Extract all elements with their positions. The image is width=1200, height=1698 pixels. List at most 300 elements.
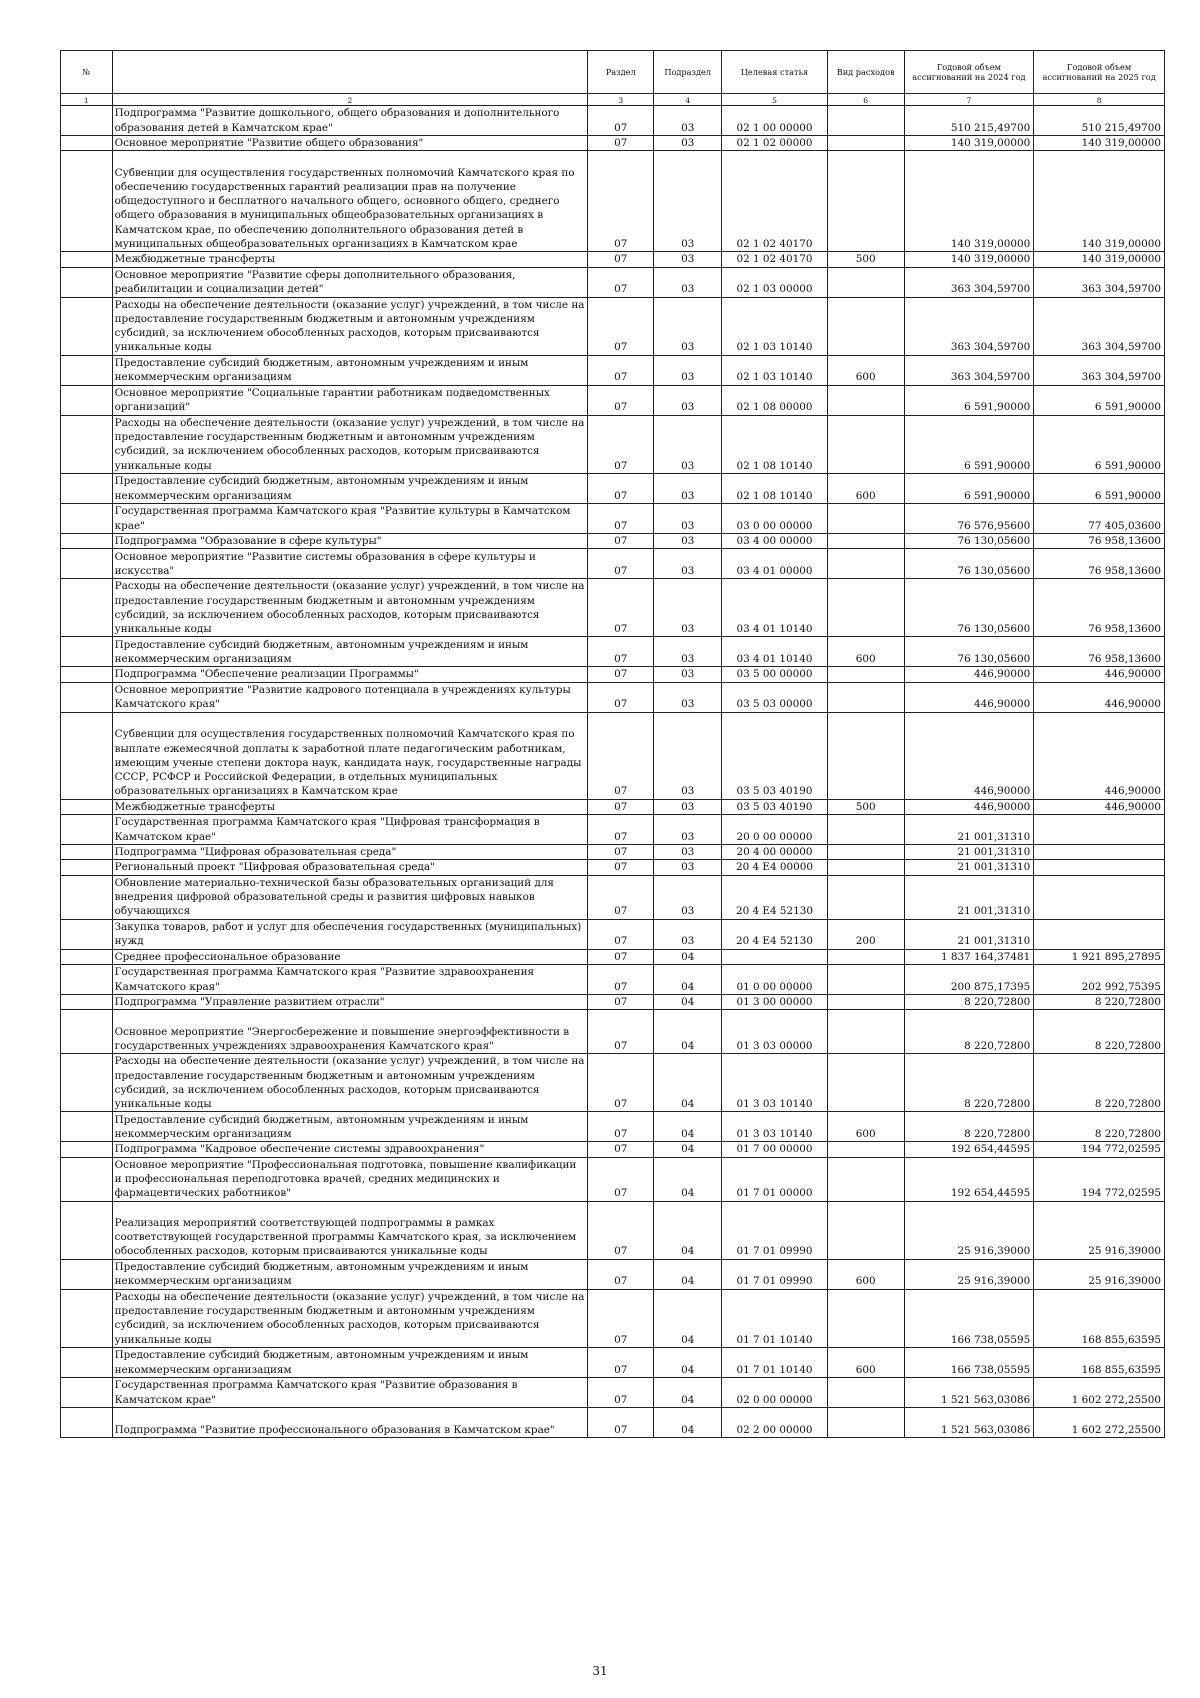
row-name-cell: Предоставление субсидий бюджетным, автономным учреждениям и иным некоммерческим организациям <box>112 1259 588 1289</box>
row-number-cell <box>61 1289 113 1347</box>
amount-2025-cell: 140 319,00000 <box>1034 252 1165 267</box>
row-number-cell <box>61 136 113 151</box>
table-row <box>61 355 1165 385</box>
vid-cell: 500 <box>827 799 904 814</box>
target-cell: 03 4 00 00000 <box>722 533 827 548</box>
amount-2025-cell: 6 591,90000 <box>1034 385 1165 415</box>
vid-cell <box>827 136 904 151</box>
row-name-cell: Подпрограмма "Обеспечение реализации Программы" <box>112 667 588 682</box>
amount-2025-cell: 194 772,02595 <box>1034 1142 1165 1157</box>
target-cell: 01 7 00 00000 <box>722 1142 827 1157</box>
row-number-cell <box>61 1201 113 1259</box>
header-razdel: Раздел <box>588 51 654 94</box>
amount-2024-cell: 6 591,90000 <box>904 385 1034 415</box>
target-cell: 01 7 01 10140 <box>722 1347 827 1377</box>
podrazdel-cell: 03 <box>654 415 722 473</box>
table-row <box>61 1054 1165 1112</box>
podrazdel-cell: 03 <box>654 815 722 845</box>
column-number: 3 <box>588 94 654 106</box>
row-name-cell: Межбюджетные трансферты <box>112 252 588 267</box>
podrazdel-cell: 03 <box>654 549 722 579</box>
vid-cell <box>827 106 904 136</box>
amount-2025-cell <box>1034 845 1165 860</box>
table-row <box>61 815 1165 845</box>
row-number-cell <box>61 964 113 994</box>
row-name-cell: Субвенции для осуществления государственных полномочий Камчатского края по обеспечению государственных гарантий реализации прав на получение общедоступного и бесплатного начального общего, основного общего, среднего общего образования в муниципальных общеобразовательных организациях в Камчатском крае, по обеспечению дополнительного образования детей в муниципальных общеобразовательных организациях в Камчатском крае <box>112 151 588 252</box>
vid-cell <box>827 875 904 919</box>
row-name-cell: Среднее профессиональное образование <box>112 949 588 964</box>
table-row <box>61 1259 1165 1289</box>
amount-2024-cell: 21 001,31310 <box>904 919 1034 949</box>
row-number-cell <box>61 1407 113 1437</box>
razdel-cell: 07 <box>588 503 654 533</box>
row-number-cell <box>61 799 113 814</box>
amount-2024-cell: 1 837 164,37481 <box>904 949 1034 964</box>
amount-2024-cell: 446,90000 <box>904 712 1034 799</box>
target-cell: 02 1 00 00000 <box>722 106 827 136</box>
table-row <box>61 682 1165 712</box>
razdel-cell: 07 <box>588 1201 654 1259</box>
row-name-cell: Основное мероприятие "Развитие общего образования" <box>112 136 588 151</box>
amount-2024-cell: 166 738,05595 <box>904 1347 1034 1377</box>
razdel-cell: 07 <box>588 1142 654 1157</box>
row-number-cell <box>61 860 113 875</box>
amount-2025-cell: 510 215,49700 <box>1034 106 1165 136</box>
table-row <box>61 1157 1165 1201</box>
target-cell: 03 5 03 40190 <box>722 799 827 814</box>
amount-2025-cell: 140 319,00000 <box>1034 151 1165 252</box>
vid-cell <box>827 845 904 860</box>
razdel-cell: 07 <box>588 799 654 814</box>
razdel-cell: 07 <box>588 637 654 667</box>
amount-2025-cell: 168 855,63595 <box>1034 1289 1165 1347</box>
podrazdel-cell: 03 <box>654 682 722 712</box>
table-row <box>61 106 1165 136</box>
table-row <box>61 949 1165 964</box>
vid-cell <box>827 1407 904 1437</box>
razdel-cell: 07 <box>588 252 654 267</box>
amount-2024-cell: 510 215,49700 <box>904 106 1034 136</box>
column-number: 4 <box>654 94 722 106</box>
table-row <box>61 252 1165 267</box>
row-number-cell <box>61 682 113 712</box>
target-cell: 03 0 00 00000 <box>722 503 827 533</box>
razdel-cell: 07 <box>588 106 654 136</box>
razdel-cell: 07 <box>588 1112 654 1142</box>
row-number-cell <box>61 385 113 415</box>
amount-2024-cell: 363 304,59700 <box>904 355 1034 385</box>
amount-2024-cell: 1 521 563,03086 <box>904 1407 1034 1437</box>
row-number-cell <box>61 994 113 1009</box>
vid-cell <box>827 1377 904 1407</box>
vid-cell: 200 <box>827 919 904 949</box>
amount-2024-cell: 8 220,72800 <box>904 1010 1034 1054</box>
row-name-cell: Подпрограмма "Образование в сфере культуры" <box>112 533 588 548</box>
vid-cell <box>827 533 904 548</box>
row-number-cell <box>61 1054 113 1112</box>
podrazdel-cell: 03 <box>654 919 722 949</box>
amount-2025-cell: 1 921 895,27895 <box>1034 949 1165 964</box>
razdel-cell: 07 <box>588 579 654 637</box>
amount-2025-cell: 6 591,90000 <box>1034 473 1165 503</box>
vid-cell: 600 <box>827 637 904 667</box>
razdel-cell: 07 <box>588 875 654 919</box>
podrazdel-cell: 03 <box>654 106 722 136</box>
row-name-cell: Государственная программа Камчатского края "Цифровая трансформация в Камчатском крае" <box>112 815 588 845</box>
amount-2024-cell: 76 576,95600 <box>904 503 1034 533</box>
vid-cell <box>827 549 904 579</box>
table-row <box>61 415 1165 473</box>
row-name-cell: Подпрограмма "Цифровая образовательная среда" <box>112 845 588 860</box>
target-cell: 20 4 E4 00000 <box>722 860 827 875</box>
razdel-cell: 07 <box>588 473 654 503</box>
row-name-cell: Региональный проект "Цифровая образовательная среда" <box>112 860 588 875</box>
row-number-cell <box>61 252 113 267</box>
target-cell: 02 1 08 10140 <box>722 415 827 473</box>
vid-cell <box>827 579 904 637</box>
row-name-cell: Расходы на обеспечение деятельности (оказание услуг) учреждений, в том числе на предоставление государственным бюджетным и автономным учреждениям субсидий, за исключением обособленных расходов, которым присваиваются уникальные коды <box>112 297 588 355</box>
razdel-cell: 07 <box>588 712 654 799</box>
amount-2025-cell: 363 304,59700 <box>1034 267 1165 297</box>
table-row <box>61 1112 1165 1142</box>
amount-2025-cell: 446,90000 <box>1034 712 1165 799</box>
target-cell: 02 1 02 40170 <box>722 151 827 252</box>
table-row <box>61 549 1165 579</box>
razdel-cell: 07 <box>588 994 654 1009</box>
row-name-cell: Основное мероприятие "Социальные гарантии работникам подведомственных организаций" <box>112 385 588 415</box>
podrazdel-cell: 03 <box>654 667 722 682</box>
amount-2025-cell: 1 602 272,25500 <box>1034 1407 1165 1437</box>
amount-2024-cell: 8 220,72800 <box>904 1054 1034 1112</box>
table-row <box>61 1347 1165 1377</box>
header-num: № <box>61 51 113 94</box>
amount-2024-cell: 1 521 563,03086 <box>904 1377 1034 1407</box>
column-number: 2 <box>112 94 588 106</box>
podrazdel-cell: 04 <box>654 1347 722 1377</box>
header-2024: Годовой объем ассигнований на 2024 год <box>904 51 1034 94</box>
target-cell: 01 3 03 10140 <box>722 1054 827 1112</box>
vid-cell <box>827 860 904 875</box>
row-name-cell: Основное мероприятие "Развитие кадрового потенциала в учреждениях культуры Камчатского края" <box>112 682 588 712</box>
amount-2024-cell: 25 916,39000 <box>904 1201 1034 1259</box>
podrazdel-cell: 04 <box>654 1407 722 1437</box>
podrazdel-cell: 03 <box>654 875 722 919</box>
table-row <box>61 860 1165 875</box>
vid-cell: 600 <box>827 1112 904 1142</box>
row-number-cell <box>61 355 113 385</box>
target-cell: 03 4 01 10140 <box>722 579 827 637</box>
column-number: 7 <box>904 94 1034 106</box>
vid-cell <box>827 949 904 964</box>
target-cell: 01 7 01 00000 <box>722 1157 827 1201</box>
row-number-cell <box>61 1112 113 1142</box>
row-name-cell: Основное мероприятие "Профессиональная подготовка, повышение квалификации и профессиональная переподготовка врачей, средних медицинских и фармацевтических работников" <box>112 1157 588 1201</box>
row-number-cell <box>61 1142 113 1157</box>
amount-2025-cell: 202 992,75395 <box>1034 964 1165 994</box>
table-row <box>61 503 1165 533</box>
podrazdel-cell: 03 <box>654 503 722 533</box>
target-cell: 02 2 00 00000 <box>722 1407 827 1437</box>
razdel-cell: 07 <box>588 1407 654 1437</box>
amount-2025-cell: 8 220,72800 <box>1034 1010 1165 1054</box>
razdel-cell: 07 <box>588 1259 654 1289</box>
target-cell: 01 3 00 00000 <box>722 994 827 1009</box>
vid-cell <box>827 994 904 1009</box>
amount-2024-cell: 446,90000 <box>904 682 1034 712</box>
vid-cell <box>827 1054 904 1112</box>
target-cell: 02 1 08 00000 <box>722 385 827 415</box>
amount-2025-cell <box>1034 919 1165 949</box>
razdel-cell: 07 <box>588 1347 654 1377</box>
vid-cell: 600 <box>827 1347 904 1377</box>
table-row <box>61 712 1165 799</box>
row-name-cell: Государственная программа Камчатского края "Развитие здравоохранения Камчатского края" <box>112 964 588 994</box>
row-name-cell: Предоставление субсидий бюджетным, автономным учреждениям и иным некоммерческим организациям <box>112 355 588 385</box>
podrazdel-cell: 03 <box>654 151 722 252</box>
table-row <box>61 994 1165 1009</box>
vid-cell <box>827 964 904 994</box>
razdel-cell: 07 <box>588 1054 654 1112</box>
podrazdel-cell: 03 <box>654 136 722 151</box>
amount-2024-cell: 140 319,00000 <box>904 151 1034 252</box>
vid-cell: 600 <box>827 473 904 503</box>
razdel-cell: 07 <box>588 667 654 682</box>
row-number-cell <box>61 473 113 503</box>
vid-cell <box>827 1157 904 1201</box>
row-name-cell: Расходы на обеспечение деятельности (оказание услуг) учреждений, в том числе на предоставление государственным бюджетным и автономным учреждениям субсидий, за исключением обособленных расходов, которым присваиваются уникальные коды <box>112 1054 588 1112</box>
row-name-cell: Государственная программа Камчатского края "Развитие образования в Камчатском крае" <box>112 1377 588 1407</box>
amount-2024-cell: 192 654,44595 <box>904 1142 1034 1157</box>
page-number: 31 <box>592 1664 608 1678</box>
target-cell: 20 4 E4 52130 <box>722 875 827 919</box>
razdel-cell: 07 <box>588 1157 654 1201</box>
amount-2025-cell: 8 220,72800 <box>1034 994 1165 1009</box>
amount-2025-cell: 168 855,63595 <box>1034 1347 1165 1377</box>
budget-sheet <box>60 50 1165 1438</box>
target-cell: 03 5 03 40190 <box>722 712 827 799</box>
amount-2024-cell: 21 001,31310 <box>904 860 1034 875</box>
podrazdel-cell: 04 <box>654 1289 722 1347</box>
amount-2025-cell: 8 220,72800 <box>1034 1112 1165 1142</box>
target-cell <box>722 949 827 964</box>
row-name-cell: Предоставление субсидий бюджетным, автономным учреждениям и иным некоммерческим организациям <box>112 473 588 503</box>
razdel-cell: 07 <box>588 385 654 415</box>
podrazdel-cell: 03 <box>654 252 722 267</box>
row-number-cell <box>61 533 113 548</box>
amount-2025-cell: 363 304,59700 <box>1034 297 1165 355</box>
target-cell: 01 7 01 09990 <box>722 1201 827 1259</box>
target-cell: 03 4 01 10140 <box>722 637 827 667</box>
row-number-cell <box>61 845 113 860</box>
amount-2024-cell: 6 591,90000 <box>904 473 1034 503</box>
amount-2024-cell: 363 304,59700 <box>904 267 1034 297</box>
target-cell: 20 4 00 00000 <box>722 845 827 860</box>
target-cell: 02 1 03 10140 <box>722 355 827 385</box>
podrazdel-cell: 04 <box>654 1201 722 1259</box>
row-name-cell: Межбюджетные трансферты <box>112 799 588 814</box>
razdel-cell: 07 <box>588 682 654 712</box>
column-number: 8 <box>1034 94 1165 106</box>
header-row <box>61 51 1165 94</box>
amount-2024-cell: 363 304,59700 <box>904 297 1034 355</box>
razdel-cell: 07 <box>588 136 654 151</box>
table-row <box>61 151 1165 252</box>
table-row <box>61 533 1165 548</box>
podrazdel-cell: 04 <box>654 1157 722 1201</box>
table-row <box>61 637 1165 667</box>
razdel-cell: 07 <box>588 964 654 994</box>
vid-cell <box>827 815 904 845</box>
row-number-cell <box>61 637 113 667</box>
target-cell: 01 7 01 10140 <box>722 1289 827 1347</box>
amount-2024-cell: 76 130,05600 <box>904 549 1034 579</box>
row-number-cell <box>61 1377 113 1407</box>
amount-2024-cell: 25 916,39000 <box>904 1259 1034 1289</box>
table-row <box>61 136 1165 151</box>
row-number-cell <box>61 267 113 297</box>
target-cell: 01 7 01 09990 <box>722 1259 827 1289</box>
amount-2025-cell <box>1034 815 1165 845</box>
row-number-cell <box>61 815 113 845</box>
amount-2024-cell: 76 130,05600 <box>904 533 1034 548</box>
vid-cell <box>827 415 904 473</box>
target-cell: 02 1 02 00000 <box>722 136 827 151</box>
target-cell: 02 0 00 00000 <box>722 1377 827 1407</box>
podrazdel-cell: 03 <box>654 712 722 799</box>
razdel-cell: 07 <box>588 949 654 964</box>
row-number-cell <box>61 875 113 919</box>
row-number-cell <box>61 1259 113 1289</box>
table-row <box>61 1377 1165 1407</box>
table-row <box>61 919 1165 949</box>
amount-2024-cell: 192 654,44595 <box>904 1157 1034 1201</box>
row-name-cell: Основное мероприятие "Развитие сферы дополнительного образования, реабилитации и социализации детей" <box>112 267 588 297</box>
table-row <box>61 579 1165 637</box>
amount-2025-cell: 76 958,13600 <box>1034 579 1165 637</box>
razdel-cell: 07 <box>588 355 654 385</box>
podrazdel-cell: 03 <box>654 355 722 385</box>
razdel-cell: 07 <box>588 815 654 845</box>
row-name-cell: Подпрограмма "Развитие дошкольного, общего образования и дополнительного образования детей в Камчатском крае" <box>112 106 588 136</box>
target-cell: 01 3 03 00000 <box>722 1010 827 1054</box>
podrazdel-cell: 04 <box>654 1259 722 1289</box>
razdel-cell: 07 <box>588 151 654 252</box>
razdel-cell: 07 <box>588 860 654 875</box>
row-number-cell <box>61 949 113 964</box>
target-cell: 02 1 03 10140 <box>722 297 827 355</box>
amount-2025-cell: 363 304,59700 <box>1034 355 1165 385</box>
target-cell: 02 1 02 40170 <box>722 252 827 267</box>
row-name-cell: Реализация мероприятий соответствующей подпрограммы в рамках соответствующей государственной программы Камчатского края, за исключением обособленных расходов, которым присваиваются уникальные коды <box>112 1201 588 1259</box>
table-row <box>61 1010 1165 1054</box>
razdel-cell: 07 <box>588 549 654 579</box>
amount-2025-cell: 194 772,02595 <box>1034 1157 1165 1201</box>
column-number-row <box>61 94 1165 106</box>
header-2025: Годовой объем ассигнований на 2025 год <box>1034 51 1165 94</box>
table-row <box>61 799 1165 814</box>
amount-2025-cell: 140 319,00000 <box>1034 136 1165 151</box>
table-row <box>61 473 1165 503</box>
target-cell: 01 0 00 00000 <box>722 964 827 994</box>
amount-2025-cell: 6 591,90000 <box>1034 415 1165 473</box>
table-row <box>61 1201 1165 1259</box>
amount-2024-cell: 21 001,31310 <box>904 875 1034 919</box>
amount-2025-cell: 76 958,13600 <box>1034 533 1165 548</box>
row-number-cell <box>61 1010 113 1054</box>
vid-cell <box>827 503 904 533</box>
amount-2024-cell: 166 738,05595 <box>904 1289 1034 1347</box>
table-row <box>61 964 1165 994</box>
razdel-cell: 07 <box>588 297 654 355</box>
podrazdel-cell: 03 <box>654 637 722 667</box>
amount-2025-cell: 25 916,39000 <box>1034 1201 1165 1259</box>
header-name <box>112 51 588 94</box>
vid-cell <box>827 682 904 712</box>
column-number: 1 <box>61 94 113 106</box>
row-number-cell <box>61 549 113 579</box>
podrazdel-cell: 04 <box>654 949 722 964</box>
row-number-cell <box>61 579 113 637</box>
podrazdel-cell: 03 <box>654 473 722 503</box>
row-name-cell: Предоставление субсидий бюджетным, автономным учреждениям и иным некоммерческим организациям <box>112 1347 588 1377</box>
amount-2024-cell: 21 001,31310 <box>904 815 1034 845</box>
amount-2024-cell: 8 220,72800 <box>904 1112 1034 1142</box>
row-name-cell: Подпрограмма "Кадровое обеспечение системы здравоохранения" <box>112 1142 588 1157</box>
amount-2025-cell: 446,90000 <box>1034 682 1165 712</box>
target-cell: 03 5 03 00000 <box>722 682 827 712</box>
row-number-cell <box>61 415 113 473</box>
table-row <box>61 1289 1165 1347</box>
row-number-cell <box>61 151 113 252</box>
vid-cell <box>827 385 904 415</box>
vid-cell: 600 <box>827 1259 904 1289</box>
target-cell: 20 4 E4 52130 <box>722 919 827 949</box>
amount-2024-cell: 6 591,90000 <box>904 415 1034 473</box>
razdel-cell: 07 <box>588 267 654 297</box>
row-name-cell: Подпрограмма "Управление развитием отрасли" <box>112 994 588 1009</box>
column-number: 6 <box>827 94 904 106</box>
header-podrazdel: Подраздел <box>654 51 722 94</box>
row-name-cell: Расходы на обеспечение деятельности (оказание услуг) учреждений, в том числе на предоставление государственным бюджетным и автономным учреждениям субсидий, за исключением обособленных расходов, которым присваиваются уникальные коды <box>112 1289 588 1347</box>
amount-2024-cell: 140 319,00000 <box>904 136 1034 151</box>
table-row <box>61 875 1165 919</box>
table-row <box>61 1407 1165 1437</box>
row-name-cell: Субвенции для осуществления государственных полномочий Камчатского края по выплате ежемесячной доплаты к заработной плате педагогическим работникам, имеющим ученые степени доктора наук, кандидата наук, государственные награды СССР, РСФСР и Российской Федерации, в отдельных муниципальных образовательных организациях в Камчатском крае <box>112 712 588 799</box>
podrazdel-cell: 03 <box>654 297 722 355</box>
vid-cell <box>827 151 904 252</box>
amount-2024-cell: 21 001,31310 <box>904 845 1034 860</box>
podrazdel-cell: 04 <box>654 1377 722 1407</box>
row-number-cell <box>61 1157 113 1201</box>
row-number-cell <box>61 297 113 355</box>
row-name-cell: Подпрограмма "Развитие профессионального образования в Камчатском крае" <box>112 1407 588 1437</box>
razdel-cell: 07 <box>588 1010 654 1054</box>
podrazdel-cell: 04 <box>654 1142 722 1157</box>
amount-2024-cell: 446,90000 <box>904 799 1034 814</box>
table-row <box>61 267 1165 297</box>
target-cell: 01 3 03 10140 <box>722 1112 827 1142</box>
vid-cell <box>827 1010 904 1054</box>
amount-2024-cell: 140 319,00000 <box>904 252 1034 267</box>
row-name-cell: Основное мероприятие "Энергосбережение и повышение энергоэффективности в государственных учреждениях здравоохранения Камчатского края" <box>112 1010 588 1054</box>
amount-2025-cell <box>1034 860 1165 875</box>
target-cell: 03 5 00 00000 <box>722 667 827 682</box>
target-cell: 03 4 01 00000 <box>722 549 827 579</box>
razdel-cell: 07 <box>588 1377 654 1407</box>
header-vid: Вид расходов <box>827 51 904 94</box>
amount-2024-cell: 76 130,05600 <box>904 579 1034 637</box>
podrazdel-cell: 03 <box>654 799 722 814</box>
